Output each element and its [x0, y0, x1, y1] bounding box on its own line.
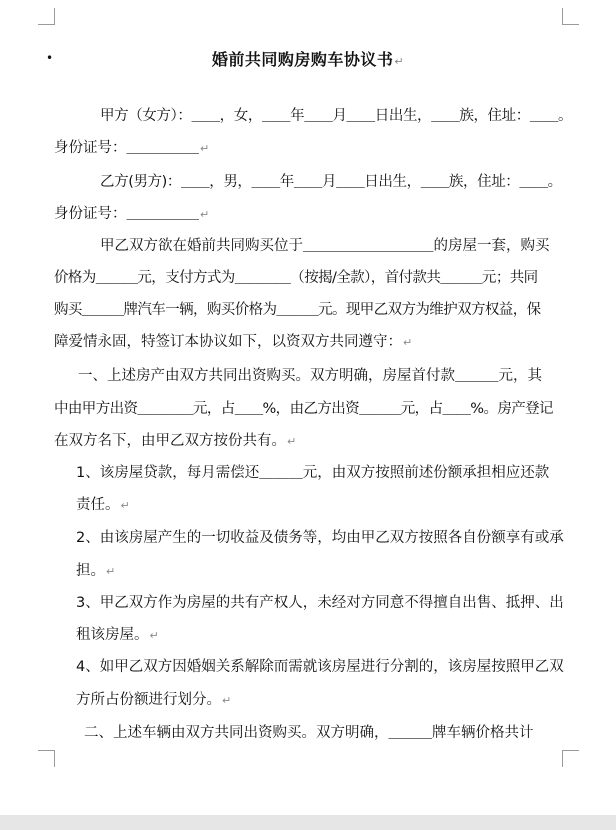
party-b-id-line: 身份证号：＿＿＿＿＿↵ — [54, 206, 210, 222]
paragraph-mark: ↵ — [149, 629, 159, 642]
clause-2-line-1: 二、上述车辆由双方共同出资购买。双方明确，＿＿＿牌车辆价格共计 — [84, 725, 534, 741]
intro-line-4: 障爱情永固，特签订本协议如下，以资双方共同遵守：↵ — [54, 334, 413, 350]
crop-mark-top-right — [562, 8, 579, 25]
item-1-line-1: 1、该房屋贷款，每月需偿还＿＿＿元，由双方按照前述份额承担相应还款 — [76, 465, 550, 481]
crop-mark-top-left — [38, 8, 55, 25]
paragraph-mark: ↵ — [106, 565, 116, 578]
paragraph-mark: ↵ — [200, 142, 210, 155]
intro-line-2: 价格为＿＿＿元，支付方式为＿＿＿＿（按揭/全款），首付款共＿＿＿元；共同 — [54, 270, 538, 286]
item-3-line-1: 3、甲乙双方作为房屋的共有产权人，未经对方同意不得擅自出售、抵押、出 — [76, 595, 564, 611]
paragraph-mark: ↵ — [394, 55, 405, 68]
party-a-line: 甲方（女方）：＿＿，女，＿＿年＿＿月＿＿日出生，＿＿族，住址：＿＿。 — [100, 108, 573, 124]
clause-1-line-1: 一、上述房产由双方共同出资购买。双方明确，房屋首付款＿＿＿元，其 — [78, 368, 542, 384]
intro-line-1: 甲乙双方欲在婚前共同购买位于＿＿＿＿＿＿＿＿＿的房屋一套，购买 — [100, 238, 550, 254]
paragraph-mark: ↵ — [403, 336, 413, 349]
party-a-id-line: 身份证号：＿＿＿＿＿↵ — [54, 140, 210, 156]
paragraph-mark: ↵ — [120, 499, 130, 512]
title-text: 婚前共同购房购车协议书 — [211, 50, 394, 69]
item-2-line-1: 2、由该房屋产生的一切收益及债务等，均由甲乙双方按照各自份额享有或承 — [76, 530, 564, 546]
page-bottom-band — [0, 815, 616, 830]
intro-line-3: 购买＿＿＿牌汽车一辆，购买价格为＿＿＿元。现甲乙双方为维护双方权益，保 — [54, 302, 541, 318]
party-b-line: 乙方(男方)：＿＿，男，＿＿年＿＿月＿＿日出生，＿＿族，住址：＿＿。 — [100, 174, 562, 190]
item-2-line-2: 担。↵ — [76, 563, 116, 579]
paragraph-mark: ↵ — [222, 694, 232, 707]
item-3-line-2: 租该房屋。↵ — [76, 627, 159, 643]
paragraph-mark: ↵ — [200, 208, 210, 221]
crop-mark-bottom-right — [562, 750, 579, 767]
heading-bullet: • — [46, 51, 54, 65]
crop-mark-bottom-left — [38, 750, 55, 767]
item-4-line-2: 方所占份额进行划分。↵ — [76, 692, 232, 708]
item-4-line-1: 4、如甲乙双方因婚姻关系解除而需就该房屋进行分割的，该房屋按照甲乙双 — [76, 659, 564, 675]
clause-1-line-3: 在双方名下，由甲乙双方按份共有。↵ — [54, 433, 297, 449]
clause-1-line-2: 中由甲方出资＿＿＿＿元，占＿＿%，由乙方出资＿＿＿元，占＿＿%。房产登记 — [54, 401, 553, 417]
paragraph-mark: ↵ — [287, 435, 297, 448]
item-1-line-2: 责任。↵ — [76, 497, 130, 513]
page-title — [0, 50, 616, 72]
